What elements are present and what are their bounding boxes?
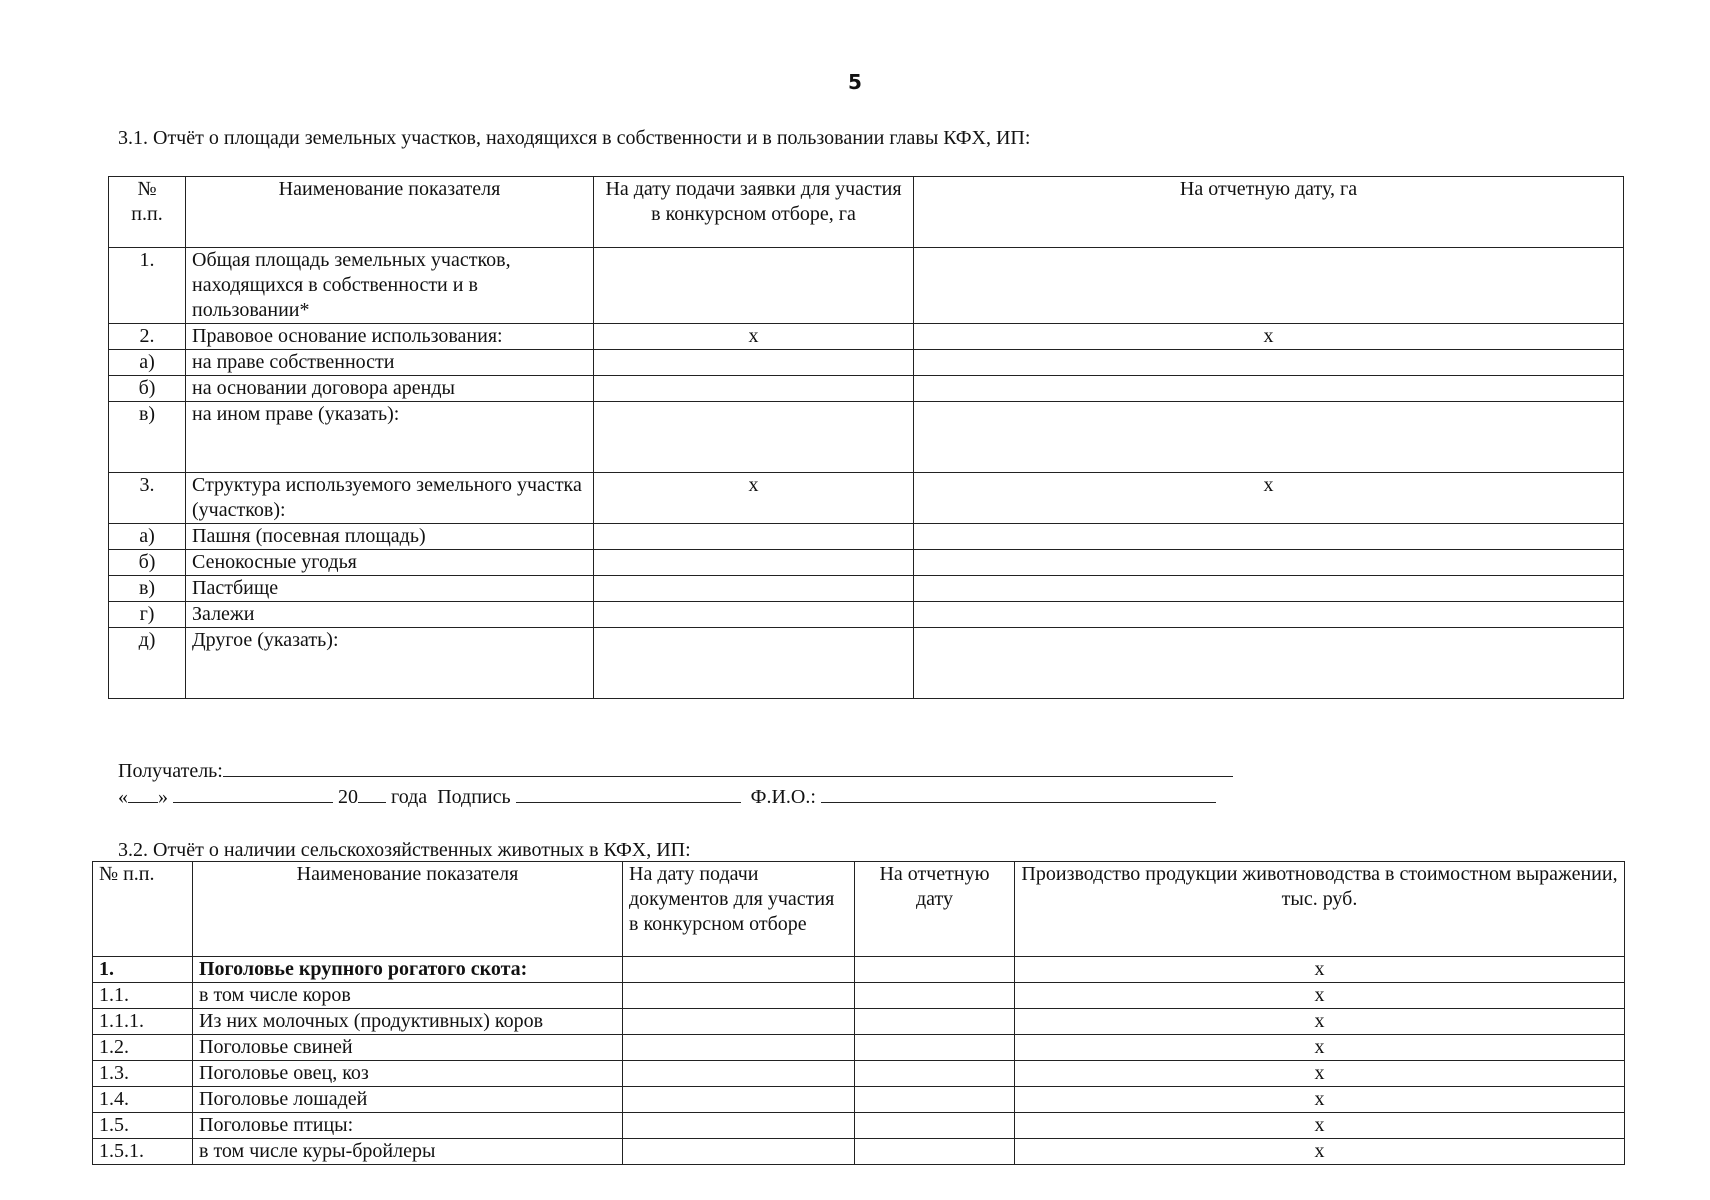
value-cell-report-date[interactable] — [914, 602, 1624, 628]
column-header: Наименование показателя — [193, 862, 623, 957]
row-label: Пашня (посевная площадь) — [186, 524, 594, 550]
value-cell-report-date[interactable] — [855, 1087, 1015, 1113]
value-cell-report-date[interactable] — [855, 983, 1015, 1009]
fio-label: Ф.И.О.: — [750, 786, 816, 808]
column-header: Наименование показателя — [186, 177, 594, 248]
value-cell-production-value: х — [1015, 983, 1625, 1009]
signature-label: Подпись — [437, 786, 511, 808]
recipient-label: Получатель: — [118, 760, 223, 782]
row-number: в) — [109, 402, 186, 473]
value-cell-application-date[interactable] — [623, 1009, 855, 1035]
column-header: На отчетную дату, га — [914, 177, 1624, 248]
year-field[interactable] — [358, 784, 386, 803]
row-label: Из них молочных (продуктивных) коров — [193, 1009, 623, 1035]
value-cell-report-date: х — [914, 473, 1624, 524]
row-label: Структура используемого земельного участка (участков): — [186, 473, 594, 524]
value-cell-production-value: х — [1015, 1035, 1625, 1061]
row-label: Поголовье крупного рогатого скота: — [193, 957, 623, 983]
row-number: 1.3. — [93, 1061, 193, 1087]
value-cell-report-date[interactable] — [855, 957, 1015, 983]
row-label: Общая площадь земельных участков, находящихся в собственности и в пользовании* — [186, 248, 594, 324]
value-cell-report-date: х — [914, 324, 1624, 350]
value-cell-application-date[interactable] — [623, 1035, 855, 1061]
table-header-row — [93, 862, 1625, 957]
value-cell-application-date[interactable] — [594, 576, 914, 602]
value-cell-production-value: х — [1015, 1009, 1625, 1035]
value-cell-application-date[interactable] — [623, 1087, 855, 1113]
value-cell-application-date[interactable] — [623, 1061, 855, 1087]
row-label: Залежи — [186, 602, 594, 628]
row-number: а) — [109, 524, 186, 550]
value-cell-production-value: х — [1015, 1139, 1625, 1165]
row-label: Поголовье овец, коз — [193, 1061, 623, 1087]
value-cell-application-date[interactable] — [623, 1113, 855, 1139]
recipient-line — [118, 758, 1233, 783]
value-cell-report-date[interactable] — [855, 1035, 1015, 1061]
value-cell-report-date[interactable] — [855, 1061, 1015, 1087]
value-cell-report-date[interactable] — [914, 248, 1624, 324]
table-row — [109, 324, 1624, 350]
table-row — [93, 1087, 1625, 1113]
row-number: г) — [109, 602, 186, 628]
signature-field[interactable] — [516, 784, 741, 803]
value-cell-application-date[interactable] — [594, 628, 914, 699]
table-row — [93, 1035, 1625, 1061]
row-number: д) — [109, 628, 186, 699]
value-cell-application-date[interactable] — [623, 983, 855, 1009]
value-cell-application-date[interactable] — [594, 376, 914, 402]
row-number: 1.2. — [93, 1035, 193, 1061]
value-cell-application-date: х — [594, 473, 914, 524]
table-row — [109, 376, 1624, 402]
row-label: Пастбище — [186, 576, 594, 602]
date-open-quote: « — [118, 786, 128, 808]
row-number: в) — [109, 576, 186, 602]
table-row — [109, 524, 1624, 550]
table-row — [109, 248, 1624, 324]
row-label: Сенокосные угодья — [186, 550, 594, 576]
page-number: 5 — [848, 70, 862, 94]
column-header: № п.п. — [93, 862, 193, 957]
value-cell-report-date[interactable] — [914, 402, 1624, 473]
value-cell-report-date[interactable] — [914, 628, 1624, 699]
row-number: б) — [109, 550, 186, 576]
date-signature-line — [118, 784, 1216, 809]
table-row — [109, 628, 1624, 699]
table-row — [109, 350, 1624, 376]
row-number: 1.1.1. — [93, 1009, 193, 1035]
row-label: Правовое основание использования: — [186, 324, 594, 350]
row-label: в том числе куры-бройлеры — [193, 1139, 623, 1165]
value-cell-application-date: х — [594, 324, 914, 350]
row-label: Поголовье птицы: — [193, 1113, 623, 1139]
table-row — [93, 957, 1625, 983]
row-number: 3. — [109, 473, 186, 524]
date-close-quote: » — [158, 786, 168, 808]
day-field[interactable] — [128, 784, 158, 803]
value-cell-report-date[interactable] — [914, 350, 1624, 376]
row-number: 1.5. — [93, 1113, 193, 1139]
column-header: На отчетную дату — [855, 862, 1015, 957]
value-cell-production-value: х — [1015, 1087, 1625, 1113]
month-field[interactable] — [173, 784, 333, 803]
row-number: 1. — [93, 957, 193, 983]
land-plots-table — [108, 176, 1624, 699]
fio-field[interactable] — [821, 784, 1216, 803]
row-number: б) — [109, 376, 186, 402]
table-row — [93, 1139, 1625, 1165]
value-cell-application-date[interactable] — [594, 350, 914, 376]
value-cell-application-date[interactable] — [594, 602, 914, 628]
row-label: на основании договора аренды — [186, 376, 594, 402]
value-cell-report-date[interactable] — [855, 1009, 1015, 1035]
table-row — [93, 1009, 1625, 1035]
table-row — [109, 602, 1624, 628]
value-cell-production-value: х — [1015, 957, 1625, 983]
value-cell-production-value: х — [1015, 1061, 1625, 1087]
table-row — [93, 983, 1625, 1009]
column-header: № п.п. — [109, 177, 186, 248]
row-number: 1.4. — [93, 1087, 193, 1113]
value-cell-report-date[interactable] — [855, 1139, 1015, 1165]
value-cell-report-date[interactable] — [855, 1113, 1015, 1139]
livestock-table — [92, 861, 1625, 1165]
section-3-2-title: 3.2. Отчёт о наличии сельскохозяйственных животных в КФХ, ИП: — [118, 839, 691, 861]
column-header: Производство продукции животноводства в стоимостном выражении, тыс. руб. — [1015, 862, 1625, 957]
row-number: 1.1. — [93, 983, 193, 1009]
recipient-field[interactable] — [223, 758, 1233, 777]
table-row — [109, 473, 1624, 524]
year-prefix: 20 — [338, 786, 358, 808]
value-cell-application-date[interactable] — [623, 1139, 855, 1165]
row-number: 2. — [109, 324, 186, 350]
row-label: в том числе коров — [193, 983, 623, 1009]
column-header: На дату подачи заявки для участия в конкурсном отборе, га — [594, 177, 914, 248]
row-label: на праве собственности — [186, 350, 594, 376]
row-label: Другое (указать): — [186, 628, 594, 699]
column-header: На дату подачи документов для участия в конкурсном отборе — [623, 862, 855, 957]
row-number: 1. — [109, 248, 186, 324]
year-suffix: года — [391, 786, 428, 808]
row-number: а) — [109, 350, 186, 376]
row-label: Поголовье лошадей — [193, 1087, 623, 1113]
section-3-1-title: 3.1. Отчёт о площади земельных участков, находящихся в собственности и в пользовании главы КФХ, ИП: — [118, 127, 1031, 149]
row-label: Поголовье свиней — [193, 1035, 623, 1061]
table-row — [93, 1061, 1625, 1087]
value-cell-application-date[interactable] — [623, 957, 855, 983]
value-cell-production-value: х — [1015, 1113, 1625, 1139]
row-number: 1.5.1. — [93, 1139, 193, 1165]
value-cell-report-date[interactable] — [914, 376, 1624, 402]
value-cell-application-date[interactable] — [594, 248, 914, 324]
value-cell-report-date[interactable] — [914, 524, 1624, 550]
table-row — [109, 402, 1624, 473]
table-row — [109, 576, 1624, 602]
row-label: на ином праве (указать): — [186, 402, 594, 473]
value-cell-application-date[interactable] — [594, 524, 914, 550]
table-header-row — [109, 177, 1624, 248]
value-cell-application-date[interactable] — [594, 550, 914, 576]
table-row — [109, 550, 1624, 576]
value-cell-report-date[interactable] — [914, 576, 1624, 602]
value-cell-report-date[interactable] — [914, 550, 1624, 576]
value-cell-application-date[interactable] — [594, 402, 914, 473]
table-row — [93, 1113, 1625, 1139]
